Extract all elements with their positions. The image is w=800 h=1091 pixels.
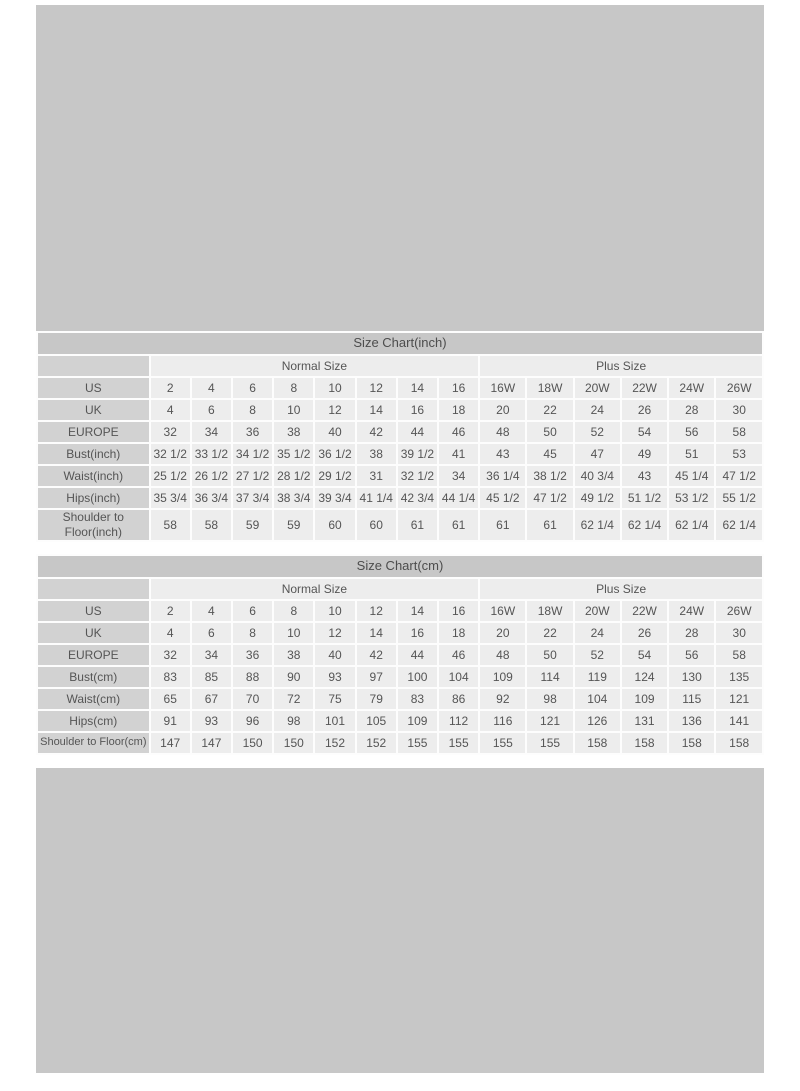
cell-value: 8 (274, 378, 313, 398)
cell-value: 20 (480, 623, 525, 643)
group-header-plus-size: Plus Size (480, 579, 762, 599)
row-label: UK (38, 623, 149, 643)
table-title-row (38, 556, 762, 577)
cell-value: 72 (274, 689, 313, 709)
cell-value: 30 (716, 623, 762, 643)
table-row (38, 601, 762, 621)
cell-value: 46 (439, 645, 478, 665)
cell-value: 20W (575, 601, 620, 621)
cell-value: 24W (669, 378, 714, 398)
table-row (38, 444, 762, 464)
cell-value: 10 (274, 400, 313, 420)
cell-value: 33 1/2 (192, 444, 231, 464)
cell-value: 152 (357, 733, 396, 753)
cell-value: 27 1/2 (233, 466, 272, 486)
table-title-row (38, 333, 762, 354)
cell-value: 26 1/2 (192, 466, 231, 486)
cell-value: 32 (151, 645, 190, 665)
cell-value: 54 (622, 422, 667, 442)
cell-value: 8 (274, 601, 313, 621)
cell-value: 155 (398, 733, 437, 753)
table-row (38, 733, 762, 753)
cell-value: 44 (398, 422, 437, 442)
cell-value: 6 (192, 400, 231, 420)
cell-value: 26 (622, 623, 667, 643)
cell-value: 14 (357, 400, 396, 420)
cell-value: 45 1/4 (669, 466, 714, 486)
cell-value: 38 (274, 422, 313, 442)
table-row (38, 378, 762, 398)
cell-value: 79 (357, 689, 396, 709)
cell-value: 147 (151, 733, 190, 753)
cell-value: 38 3/4 (274, 488, 313, 508)
cell-value: 109 (622, 689, 667, 709)
cell-value: 24 (575, 400, 620, 420)
cell-value: 26W (716, 601, 762, 621)
table-row (38, 689, 762, 709)
cell-value: 52 (575, 645, 620, 665)
cell-value: 98 (527, 689, 572, 709)
cell-value: 48 (480, 645, 525, 665)
cell-value: 16 (439, 378, 478, 398)
cell-value: 43 (480, 444, 525, 464)
row-label: Bust(cm) (38, 667, 149, 687)
cell-value: 10 (315, 378, 354, 398)
size-chart-cm-table (36, 554, 764, 755)
cell-value: 20 (480, 400, 525, 420)
cell-value: 10 (315, 601, 354, 621)
group-header-plus-size: Plus Size (480, 356, 762, 376)
cell-value: 12 (357, 378, 396, 398)
cell-value: 136 (669, 711, 714, 731)
cell-value: 54 (622, 645, 667, 665)
cell-value: 34 1/2 (233, 444, 272, 464)
cell-value: 36 1/4 (480, 466, 525, 486)
cell-value: 90 (274, 667, 313, 687)
cell-value: 41 1/4 (357, 488, 396, 508)
cell-value: 61 (439, 510, 478, 540)
cell-value: 83 (398, 689, 437, 709)
cell-value: 34 (192, 645, 231, 665)
row-label: Waist(inch) (38, 466, 149, 486)
cell-value: 40 3/4 (575, 466, 620, 486)
cell-value: 124 (622, 667, 667, 687)
table-row (38, 667, 762, 687)
cell-value: 86 (439, 689, 478, 709)
cell-value: 28 1/2 (274, 466, 313, 486)
cell-value: 36 (233, 645, 272, 665)
cell-value: 116 (480, 711, 525, 731)
cell-value: 14 (398, 601, 437, 621)
cell-value: 40 (315, 422, 354, 442)
row-label: US (38, 378, 149, 398)
cell-value: 4 (151, 623, 190, 643)
cell-value: 96 (233, 711, 272, 731)
cell-value: 62 1/4 (669, 510, 714, 540)
cell-value: 12 (315, 400, 354, 420)
cell-value: 22 (527, 623, 572, 643)
cell-value: 112 (439, 711, 478, 731)
cell-value: 155 (527, 733, 572, 753)
cell-value: 85 (192, 667, 231, 687)
product-image-area-top (36, 5, 764, 331)
cell-value: 93 (315, 667, 354, 687)
cell-value: 114 (527, 667, 572, 687)
cell-value: 152 (315, 733, 354, 753)
cell-value: 48 (480, 422, 525, 442)
cell-value: 83 (151, 667, 190, 687)
cell-value: 42 (357, 422, 396, 442)
cell-value: 44 1/4 (439, 488, 478, 508)
cell-value: 16 (439, 601, 478, 621)
cell-value: 4 (192, 601, 231, 621)
cell-value: 50 (527, 422, 572, 442)
cell-value: 31 (357, 466, 396, 486)
cell-value: 32 (151, 422, 190, 442)
size-charts-section (36, 331, 764, 755)
cell-value: 51 1/2 (622, 488, 667, 508)
row-label: Hips(cm) (38, 711, 149, 731)
cell-value: 16 (398, 623, 437, 643)
cell-value: 45 (527, 444, 572, 464)
cell-value: 60 (315, 510, 354, 540)
cell-value: 51 (669, 444, 714, 464)
cell-value: 158 (622, 733, 667, 753)
cell-value: 24 (575, 623, 620, 643)
cell-value: 34 (439, 466, 478, 486)
cell-value: 58 (151, 510, 190, 540)
cell-value: 98 (274, 711, 313, 731)
cell-value: 6 (192, 623, 231, 643)
cell-value: 121 (716, 689, 762, 709)
cell-value: 56 (669, 422, 714, 442)
cell-value: 119 (575, 667, 620, 687)
cell-value: 37 3/4 (233, 488, 272, 508)
table-row (38, 422, 762, 442)
cell-value: 47 1/2 (716, 466, 762, 486)
cell-value: 135 (716, 667, 762, 687)
row-label: Bust(inch) (38, 444, 149, 464)
cell-value: 30 (716, 400, 762, 420)
cell-value: 104 (439, 667, 478, 687)
cell-value: 155 (439, 733, 478, 753)
cell-value: 91 (151, 711, 190, 731)
cell-value: 43 (622, 466, 667, 486)
corner-cell (38, 579, 149, 599)
cell-value: 50 (527, 645, 572, 665)
cell-value: 36 (233, 422, 272, 442)
cell-value: 12 (315, 623, 354, 643)
cell-value: 52 (575, 422, 620, 442)
cell-value: 42 (357, 645, 396, 665)
cell-value: 4 (192, 378, 231, 398)
table-row (38, 488, 762, 508)
row-label: Shoulder to Floor(cm) (38, 733, 149, 753)
cell-value: 97 (357, 667, 396, 687)
row-label: Waist(cm) (38, 689, 149, 709)
cell-value: 158 (575, 733, 620, 753)
cell-value: 38 (357, 444, 396, 464)
cell-value: 100 (398, 667, 437, 687)
cell-value: 62 1/4 (622, 510, 667, 540)
cell-value: 18 (439, 400, 478, 420)
cell-value: 150 (233, 733, 272, 753)
cell-value: 88 (233, 667, 272, 687)
row-label: Shoulder to Floor(inch) (38, 510, 149, 540)
cell-value: 105 (357, 711, 396, 731)
cell-value: 58 (716, 422, 762, 442)
cell-value: 47 (575, 444, 620, 464)
cell-value: 115 (669, 689, 714, 709)
cell-value: 24W (669, 601, 714, 621)
cell-value: 147 (192, 733, 231, 753)
cell-value: 61 (480, 510, 525, 540)
cell-value: 158 (669, 733, 714, 753)
cell-value: 56 (669, 645, 714, 665)
cell-value: 55 1/2 (716, 488, 762, 508)
product-image-area-bottom (36, 768, 764, 1073)
cell-value: 58 (192, 510, 231, 540)
cell-value: 32 1/2 (398, 466, 437, 486)
cell-value: 16W (480, 601, 525, 621)
table-title: Size Chart(inch) (38, 333, 762, 354)
cell-value: 26 (622, 400, 667, 420)
cell-value: 44 (398, 645, 437, 665)
table-title: Size Chart(cm) (38, 556, 762, 577)
cell-value: 4 (151, 400, 190, 420)
cell-value: 53 1/2 (669, 488, 714, 508)
cell-value: 70 (233, 689, 272, 709)
cell-value: 61 (398, 510, 437, 540)
table-row (38, 623, 762, 643)
cell-value: 49 1/2 (575, 488, 620, 508)
cell-value: 130 (669, 667, 714, 687)
group-header-normal-size: Normal Size (151, 579, 479, 599)
cell-value: 92 (480, 689, 525, 709)
cell-value: 158 (716, 733, 762, 753)
cell-value: 35 1/2 (274, 444, 313, 464)
cell-value: 109 (480, 667, 525, 687)
cell-value: 22W (622, 601, 667, 621)
cell-value: 14 (398, 378, 437, 398)
cell-value: 46 (439, 422, 478, 442)
cell-value: 12 (357, 601, 396, 621)
cell-value: 39 1/2 (398, 444, 437, 464)
cell-value: 155 (480, 733, 525, 753)
cell-value: 53 (716, 444, 762, 464)
table-row (38, 510, 762, 540)
cell-value: 38 (274, 645, 313, 665)
cell-value: 141 (716, 711, 762, 731)
cell-value: 75 (315, 689, 354, 709)
cell-value: 6 (233, 378, 272, 398)
cell-value: 40 (315, 645, 354, 665)
cell-value: 18 (439, 623, 478, 643)
cell-value: 41 (439, 444, 478, 464)
table-row (38, 645, 762, 665)
cell-value: 8 (233, 400, 272, 420)
cell-value: 36 1/2 (315, 444, 354, 464)
cell-value: 10 (274, 623, 313, 643)
cell-value: 38 1/2 (527, 466, 572, 486)
cell-value: 101 (315, 711, 354, 731)
cell-value: 104 (575, 689, 620, 709)
row-label: Hips(inch) (38, 488, 149, 508)
cell-value: 42 3/4 (398, 488, 437, 508)
cell-value: 121 (527, 711, 572, 731)
cell-value: 20W (575, 378, 620, 398)
row-label: EUROPE (38, 645, 149, 665)
cell-value: 62 1/4 (575, 510, 620, 540)
cell-value: 25 1/2 (151, 466, 190, 486)
cell-value: 26W (716, 378, 762, 398)
cell-value: 18W (527, 601, 572, 621)
cell-value: 93 (192, 711, 231, 731)
cell-value: 61 (527, 510, 572, 540)
cell-value: 36 3/4 (192, 488, 231, 508)
cell-value: 35 3/4 (151, 488, 190, 508)
cell-value: 28 (669, 400, 714, 420)
cell-value: 58 (716, 645, 762, 665)
cell-value: 22 (527, 400, 572, 420)
cell-value: 34 (192, 422, 231, 442)
row-label: EUROPE (38, 422, 149, 442)
cell-value: 131 (622, 711, 667, 731)
cell-value: 28 (669, 623, 714, 643)
cell-value: 14 (357, 623, 396, 643)
cell-value: 47 1/2 (527, 488, 572, 508)
cell-value: 45 1/2 (480, 488, 525, 508)
cell-value: 2 (151, 378, 190, 398)
cell-value: 29 1/2 (315, 466, 354, 486)
cell-value: 16 (398, 400, 437, 420)
cell-value: 59 (274, 510, 313, 540)
cell-value: 62 1/4 (716, 510, 762, 540)
table-row (38, 711, 762, 731)
cell-value: 39 3/4 (315, 488, 354, 508)
cell-value: 18W (527, 378, 572, 398)
cell-value: 32 1/2 (151, 444, 190, 464)
table-row (38, 400, 762, 420)
cell-value: 49 (622, 444, 667, 464)
cell-value: 60 (357, 510, 396, 540)
cell-value: 126 (575, 711, 620, 731)
cell-value: 16W (480, 378, 525, 398)
row-label: US (38, 601, 149, 621)
row-label: UK (38, 400, 149, 420)
cell-value: 6 (233, 601, 272, 621)
group-header-normal-size: Normal Size (151, 356, 479, 376)
size-chart-inch-table (36, 331, 764, 542)
group-header-row (38, 579, 762, 599)
group-header-row (38, 356, 762, 376)
cell-value: 2 (151, 601, 190, 621)
cell-value: 109 (398, 711, 437, 731)
cell-value: 150 (274, 733, 313, 753)
cell-value: 65 (151, 689, 190, 709)
table-row (38, 466, 762, 486)
cell-value: 22W (622, 378, 667, 398)
cell-value: 67 (192, 689, 231, 709)
cell-value: 59 (233, 510, 272, 540)
corner-cell (38, 356, 149, 376)
cell-value: 8 (233, 623, 272, 643)
